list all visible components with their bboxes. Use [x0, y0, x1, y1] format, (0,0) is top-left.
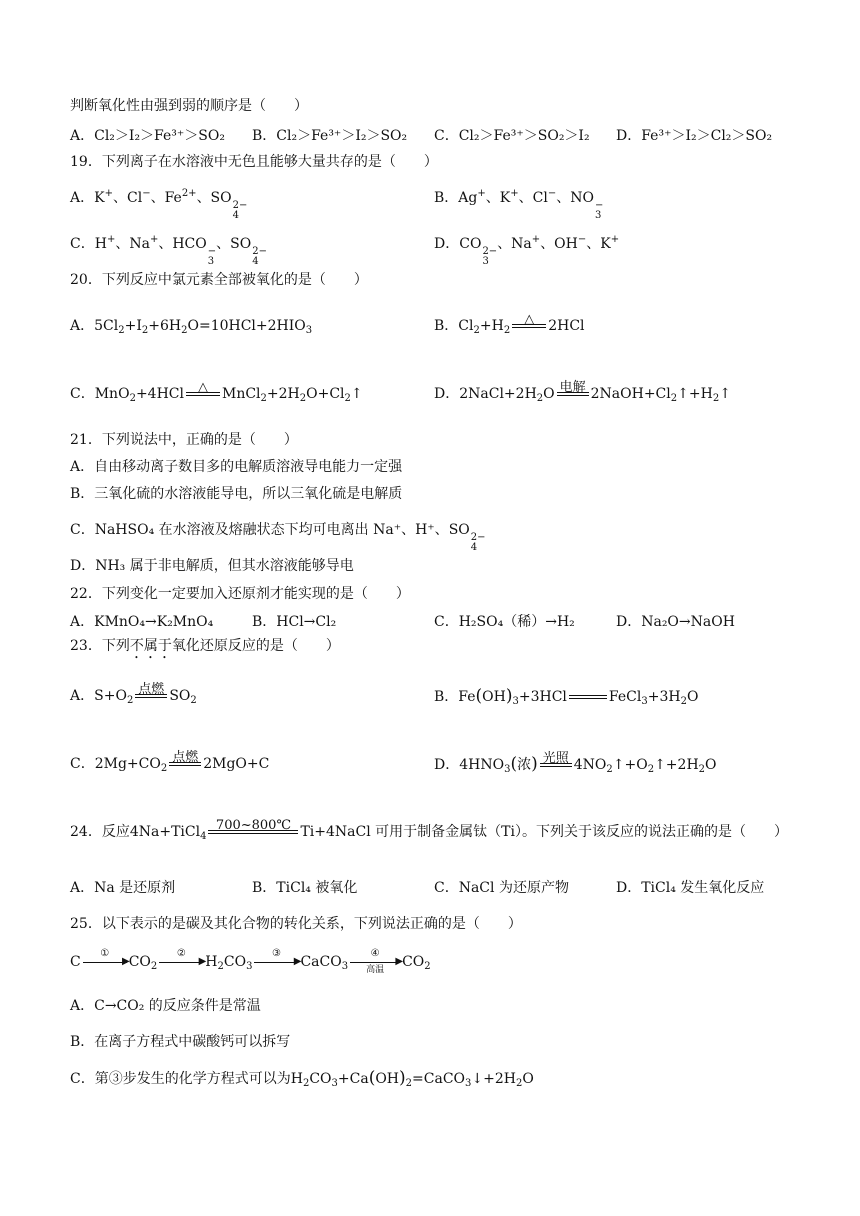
ignite-condition: 点燃	[138, 682, 165, 697]
concentrated-label: 浓	[517, 757, 532, 773]
q19-option-c: C．H+、Na+、HCO − 3 、SO 2− 4	[70, 234, 267, 267]
option-label: A．	[70, 318, 95, 334]
heat-condition: △	[524, 312, 535, 327]
q24-stem-pre: 24．反应	[70, 824, 130, 840]
q20-stem: 20．下列反应中氯元素全部被氧化的是（ ）	[70, 272, 368, 288]
step-2-arrow: ② ▶	[159, 962, 203, 963]
step-4-label: ④	[370, 947, 380, 959]
q23-option-c: C．$2Mg+CO_2$ 点燃 2MgO+C	[70, 750, 270, 774]
q21-stem: 21．下列说法中，正确的是（ ）	[70, 432, 298, 448]
option-label: B．	[434, 689, 459, 705]
option-label: A．	[70, 688, 95, 704]
electrolysis-equals-sign	[557, 380, 589, 404]
q19-option-b: B．Ag+、K+、Cl−、NO − 3	[434, 188, 604, 221]
step-2-label: ②	[176, 947, 186, 959]
step-1-arrow: ① ▶	[83, 962, 127, 963]
heat-equals-sign	[512, 312, 546, 336]
heat-condition: △	[197, 380, 208, 395]
q25-option-c: C．第③步发生的化学方程式可以为$H_2CO_3+Ca(OH)_2=CaCO_3↓+2H_2O$	[70, 1068, 534, 1089]
q24-stem-post: 可用于制备金属钛（Ti）。下列关于该反应的说法正确的是（ ）	[375, 824, 788, 840]
q23-option-a: A．$S+O_2$ 点燃 $SO_2$	[70, 682, 197, 706]
light-condition: 光照	[542, 751, 569, 766]
q22-option-b: B．HCl→Cl₂	[252, 614, 337, 630]
option-label: D．	[434, 236, 460, 252]
q20-option-b: B．$Cl_2+H_2$ △ 2HCl	[434, 312, 585, 336]
option-label: B．	[434, 190, 459, 206]
q25-option-a: A．C→CO₂ 的反应条件是常温	[70, 998, 261, 1014]
q22-option-c: C．H₂SO₄（稀）→H₂	[434, 614, 575, 630]
q23-emphasis: 不属于	[129, 638, 172, 654]
q21-option-d: D．NH₃ 属于非电解质，但其水溶液能够导电	[70, 558, 354, 574]
q19-stem: 19．下列离子在水溶液中无色且能够大量共存的是（ ）	[70, 154, 438, 170]
option-label: C．	[70, 386, 95, 402]
option-label: C．	[70, 236, 95, 252]
q22-option-a: A．KMnO₄→K₂MnO₄	[70, 614, 214, 630]
q21-option-c: C．NaHSO₄ 在水溶液及熔融状态下均可电离出 Na⁺、H⁺、SO 2− 4	[70, 522, 486, 553]
option-label: B．	[434, 318, 459, 334]
heat-equals-sign	[186, 380, 220, 404]
q25-conversion-chain: C ① ▶ $CO_2$ ② ▶ $H_2CO_3$ ③ ▶ CaCO$_3$ ④ ▶ 高温 $CO_2$	[70, 947, 431, 975]
q18-option-d: D．Fe³⁺＞I₂＞Cl₂＞SO₂	[616, 128, 773, 144]
step-3-arrow: ③ ▶	[254, 962, 298, 963]
equals-sign	[569, 687, 607, 707]
q18-option-a: A．Cl₂＞I₂＞Fe³⁺＞SO₂	[70, 128, 225, 144]
q19-option-a: A．K+、Cl−、$Fe^{2+}$、SO 2− 4	[70, 188, 248, 221]
q23-stem	[70, 636, 340, 662]
q22-option-d: D．Na₂O→NaOH	[616, 614, 735, 630]
high-temp-label: 高温	[366, 964, 385, 975]
q18-option-b: B．Cl₂＞Fe³⁺＞I₂＞SO₂	[252, 128, 408, 144]
q24-option-b: B．TiCl₄ 被氧化	[252, 880, 358, 896]
temperature-equals-sign	[208, 818, 298, 842]
q25-option-c-text: C．第③步发生的化学方程式可以为	[70, 1071, 291, 1087]
q21-option-c-text: C．NaHSO₄ 在水溶液及熔融状态下均可电离出 Na⁺、H⁺、	[70, 522, 449, 538]
q25-stem: 25．以下表示的是碳及其化合物的转化关系，下列说法正确的是（ ）	[70, 916, 522, 932]
q19-option-d: D．CO 2− 3 、Na+、OH−、K+	[434, 234, 620, 267]
ignite-equals-sign	[135, 682, 167, 706]
ignite-equals-sign	[169, 750, 201, 774]
q18-stem-tail: 判断氧化性由强到弱的顺序是（ ）	[70, 98, 308, 114]
q23-stem-pre: 23．下列	[70, 638, 130, 654]
option-label: D．	[434, 757, 460, 773]
step-3-label: ③	[271, 947, 281, 959]
option-label: C．	[70, 756, 95, 772]
temperature-condition: 700~800℃	[215, 818, 291, 833]
option-label: A．	[70, 190, 95, 206]
q25-option-b: B．在离子方程式中碳酸钙可以拆写	[70, 1034, 291, 1050]
q24-option-a: A．Na 是还原剂	[70, 880, 176, 896]
q23-option-d: D．$4HNO_3$(浓) 光照 $4NO_2↑+O_2↑+2H_2O$	[434, 751, 717, 775]
q21-option-b: B．三氧化硫的水溶液能导电，所以三氧化硫是电解质	[70, 486, 403, 502]
q20-option-d: D．$2NaCl+2H_2O$ 电解 $2NaOH+Cl_2↑+H_2↑$	[434, 380, 731, 404]
q18-option-c: C．Cl₂＞Fe³⁺＞SO₂＞I₂	[434, 128, 590, 144]
light-equals-sign	[540, 751, 572, 775]
q21-option-a: A．自由移动离子数目多的电解质溶液导电能力一定强	[70, 459, 403, 475]
q24-option-d: D．TiCl₄ 发生氧化反应	[616, 880, 765, 896]
q20-option-c: C．MnO$_2$+4HCl △ $MnCl_2+2H_2O+Cl_2↑$	[70, 380, 363, 404]
q20-option-a: A．$5Cl_2+I_2+6H_2O=10HCl+2HIO_3$	[70, 318, 313, 336]
q24-option-c: C．NaCl 为还原产物	[434, 880, 569, 896]
option-label: D．	[434, 386, 460, 402]
q23-stem-post: 氧化还原反应的是（ ）	[171, 638, 340, 654]
electrolysis-condition: 电解	[559, 380, 586, 395]
q22-stem: 22．下列变化一定要加入还原剂才能实现的是（ ）	[70, 586, 410, 602]
step-1-label: ①	[100, 947, 110, 959]
ignite-condition: 点燃	[172, 750, 199, 765]
q23-option-b: B．$Fe(OH)_3+3HCl$ $FeCl_3+3H_2O$	[434, 686, 699, 707]
step-4-arrow: ④ ▶ 高温	[350, 962, 400, 963]
q24-stem: 24．反应4Na+TiCl$_4$ 700~800℃ Ti+4NaCl 可用于制备金属钛（Ti）。下列关于该反应的说法正确的是（ ）	[70, 818, 788, 842]
